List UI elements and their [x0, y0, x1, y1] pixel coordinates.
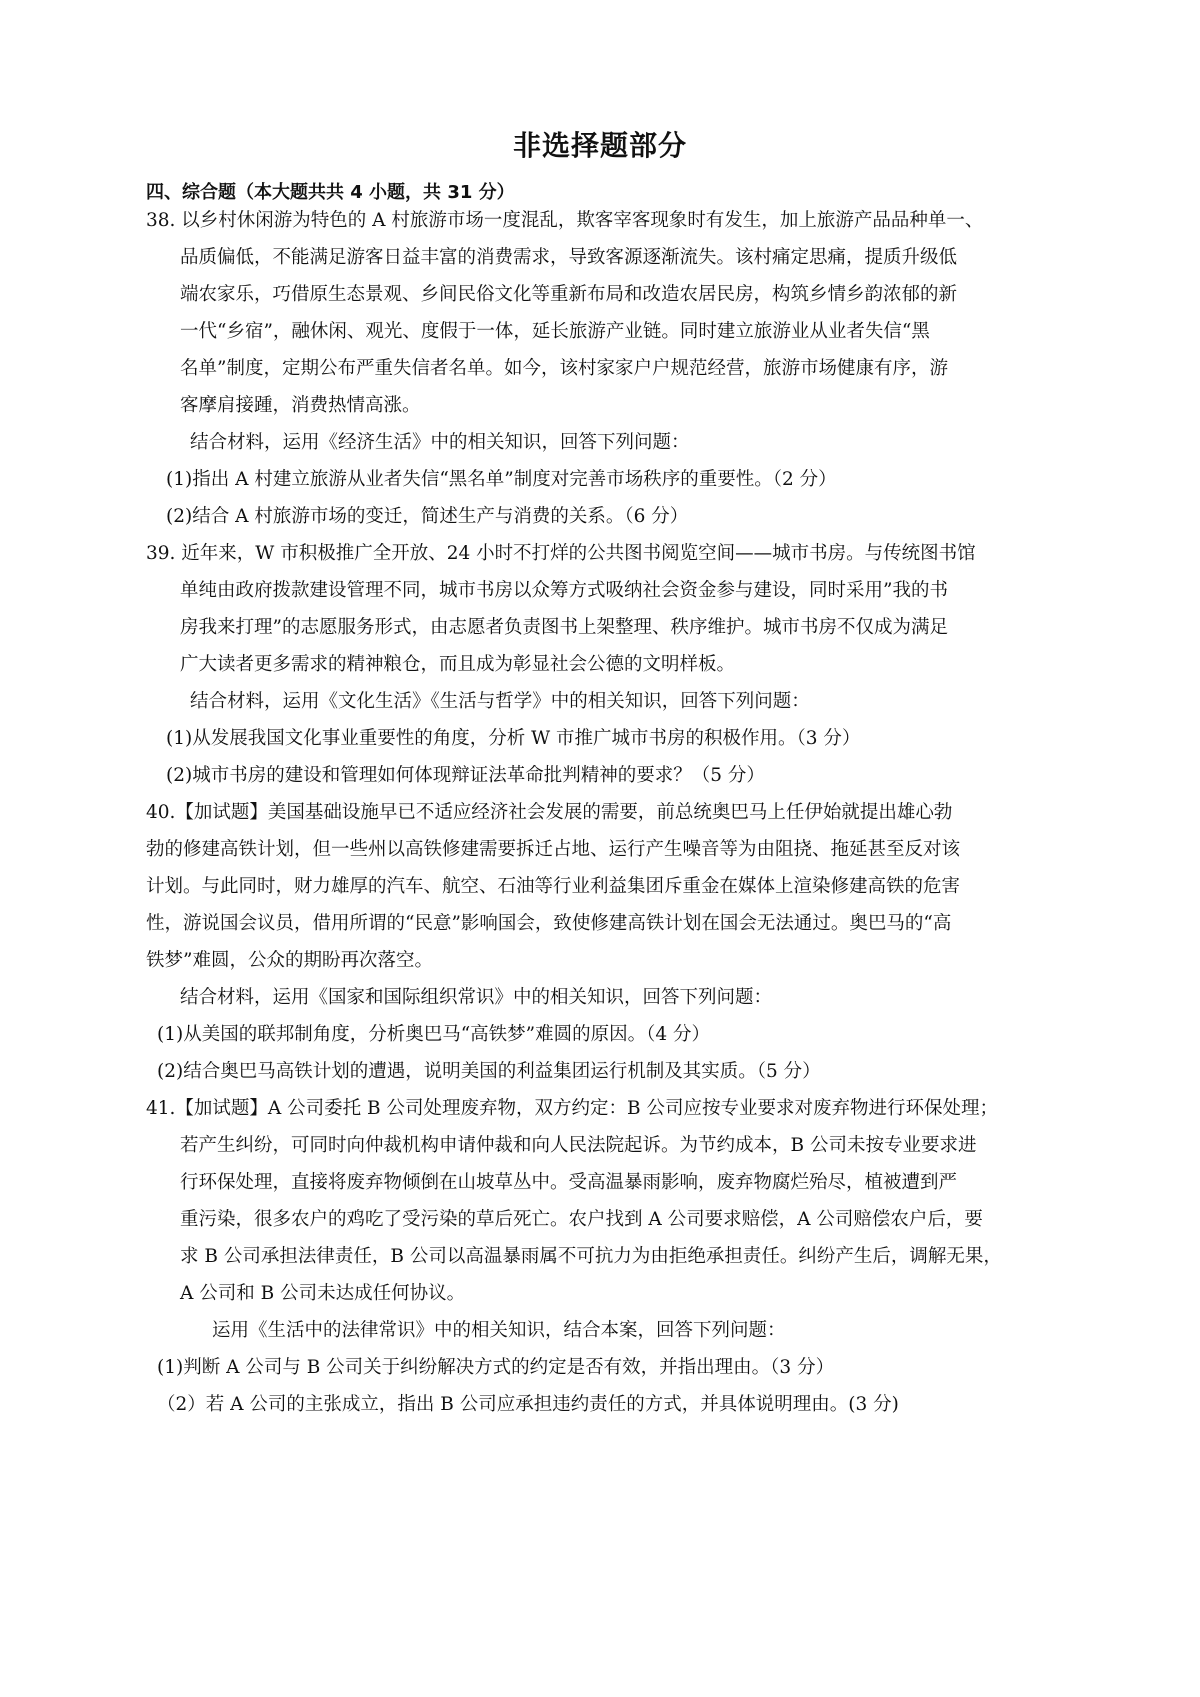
question-39-sub-2: (2)城市书房的建设和管理如何体现辩证法革命批判精神的要求？（5 分）	[166, 765, 765, 786]
question-41-sub-1: (1)判断 A 公司与 B 公司关于纠纷解决方式的约定是否有效，并指出理由。（3 分）	[157, 1357, 835, 1378]
question-40-line: 40.【加试题】美国基础设施早已不适应经济社会发展的需要，前总统奥巴马上任伊始就提出雄心勃	[146, 802, 953, 823]
question-41-line: 若产生纠纷，可同时向仲裁机构申请仲裁和向人民法院起诉。为节约成本，B 公司未按专业要求进	[180, 1135, 977, 1156]
question-41-line: A 公司和 B 公司未达成任何协议。	[180, 1283, 466, 1304]
question-40-intro: 结合材料，运用《国家和国际组织常识》中的相关知识，回答下列问题：	[180, 987, 773, 1008]
question-38-line: 一代“乡宿”，融休闲、观光、度假于一体，延长旅游产业链。同时建立旅游业从业者失信“黑	[180, 321, 930, 342]
question-38-sub-1: (1)指出 A 村建立旅游从业者失信“黑名单”制度对完善市场秩序的重要性。（2 分）	[166, 469, 837, 490]
question-38-line: 品质偏低，不能满足游客日益丰富的消费需求，导致客源逐渐流失。该村痛定思痛，提质升级低	[180, 247, 958, 268]
question-40-line: 勃的修建高铁计划，但一些州以高铁修建需要拆迁占地、运行产生噪音等为由阻挠、拖延甚至反对该	[146, 839, 961, 860]
question-38-line: 名单”制度，定期公布严重失信者名单。如今，该村家家户户规范经营，旅游市场健康有序，游	[180, 358, 948, 379]
question-38-line: 端农家乐，巧借原生态景观、乡间民俗文化等重新布局和改造农居民房，构筑乡情乡韵浓郁的新	[180, 284, 958, 305]
question-39-line: 单纯由政府拨款建设管理不同，城市书房以众筹方式吸纳社会资金参与建设，同时采用”我的书	[180, 580, 948, 601]
question-38-line: 38. 以乡村休闲游为特色的 A 村旅游市场一度混乱，欺客宰客现象时有发生，加上旅游产品品种单一、	[146, 210, 984, 231]
page-title: 非选择题部分	[512, 129, 687, 162]
question-41-sub-2: （2）若 A 公司的主张成立，指出 B 公司应承担违约责任的方式，并具体说明理由。(3 分)	[157, 1394, 899, 1415]
question-41-line: 41.【加试题】A 公司委托 B 公司处理废弃物，双方约定：B 公司应按专业要求对废弃物进行环保处理；	[146, 1098, 998, 1119]
question-39-line: 房我来打理”的志愿服务形式，由志愿者负责图书上架整理、秩序维护。城市书房不仅成为满足	[180, 617, 948, 638]
question-38-intro: 结合材料，运用《经济生活》中的相关知识，回答下列问题：	[190, 432, 690, 453]
question-40-sub-1: (1)从美国的联邦制角度，分析奥巴马“高铁梦”难圆的原因。（4 分）	[157, 1024, 711, 1045]
question-38-sub-2: (2)结合 A 村旅游市场的变迁，简述生产与消费的关系。（6 分）	[166, 506, 689, 527]
question-40-sub-2: (2)结合奥巴马高铁计划的遭遇，说明美国的利益集团运行机制及其实质。（5 分）	[157, 1061, 821, 1082]
question-39-line: 39. 近年来，W 市积极推广全开放、24 小时不打烊的公共图书阅览空间——城市书房。与传统图书馆	[146, 543, 976, 564]
question-38-line: 客摩肩接踵，消费热情高涨。	[180, 395, 421, 416]
question-39-intro: 结合材料，运用《文化生活》《生活与哲学》中的相关知识，回答下列问题：	[190, 691, 810, 712]
section-heading: 四、综合题（本大题共共 4 小题，共 31 分）	[146, 182, 515, 203]
question-41-line: 求 B 公司承担法律责任，B 公司以高温暴雨属不可抗力为由拒绝承担责任。纠纷产生后，调解无果，	[180, 1246, 1002, 1267]
question-39-line: 广大读者更多需求的精神粮仓，而且成为彰显社会公德的文明样板。	[180, 654, 736, 675]
question-39-sub-1: (1)从发展我国文化事业重要性的角度，分析 W 市推广城市书房的积极作用。（3 分）	[166, 728, 861, 749]
question-41-intro: 运用《生活中的法律常识》中的相关知识，结合本案，回答下列问题：	[212, 1320, 786, 1341]
question-40-line: 铁梦”难圆，公众的期盼再次落空。	[146, 950, 433, 971]
question-40-line: 性，游说国会议员，借用所谓的“民意”影响国会，致使修建高铁计划在国会无法通过。奥巴马的“高	[146, 913, 952, 934]
question-40-line: 计划。与此同时，财力雄厚的汽车、航空、石油等行业利益集团斥重金在媒体上渲染修建高铁的危害	[146, 876, 961, 897]
question-41-line: 行环保处理，直接将废弃物倾倒在山坡草丛中。受高温暴雨影响，废弃物腐烂殆尽，植被遭到严	[180, 1172, 958, 1193]
question-41-line: 重污染，很多农户的鸡吃了受污染的草后死亡。农户找到 A 公司要求赔偿，A 公司赔偿农户后，要	[180, 1209, 983, 1230]
